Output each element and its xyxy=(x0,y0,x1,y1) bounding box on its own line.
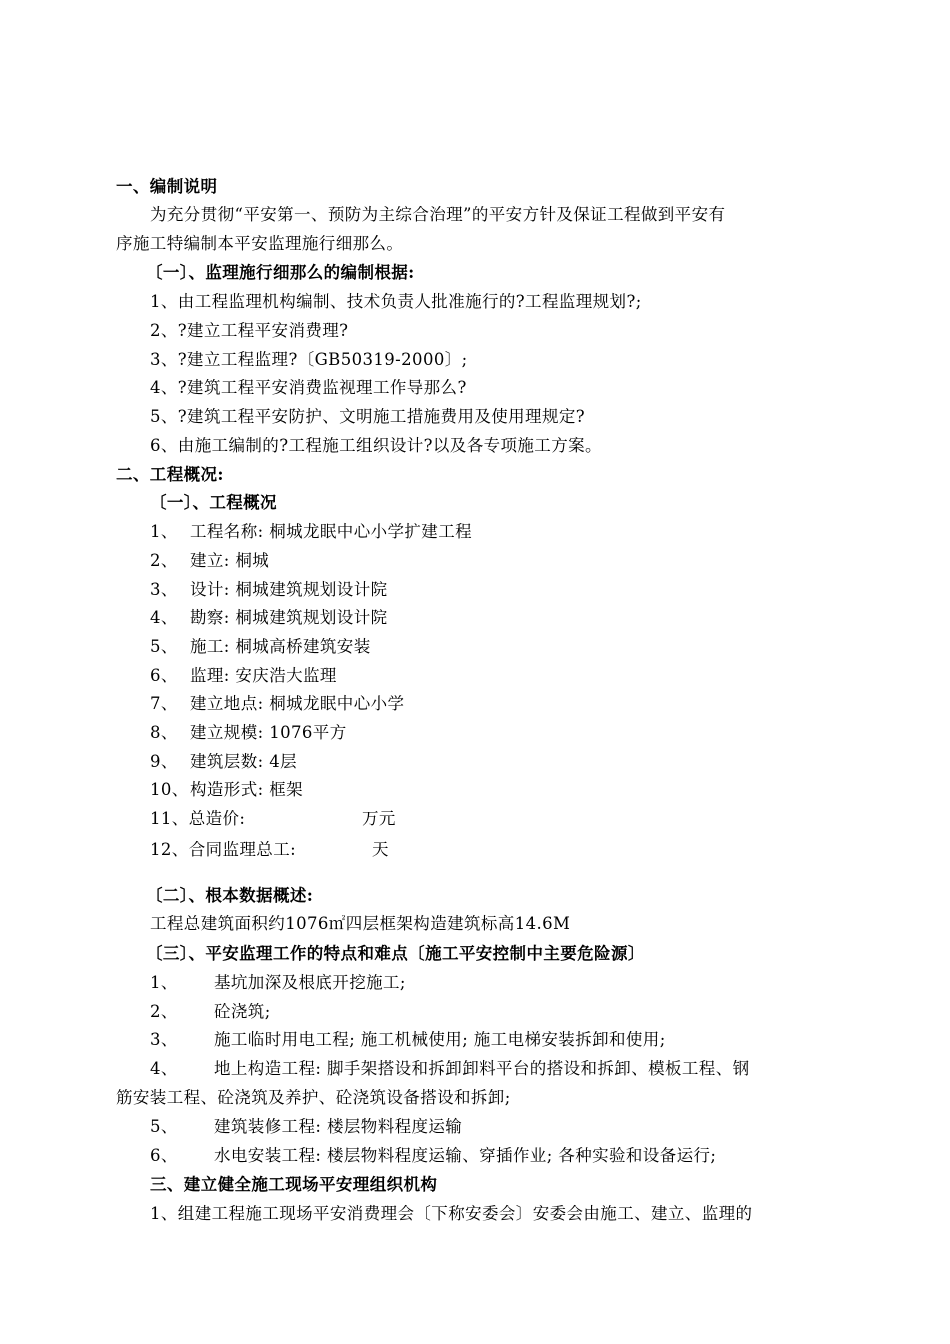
item-text: 工程名称: 桐城龙眠中心小学扩建工程 xyxy=(190,522,473,541)
item-text: 基坑加深及根底开挖施工; xyxy=(214,973,406,992)
item-number: 8、 xyxy=(150,723,178,742)
item-text: 设计: 桐城建筑规划设计院 xyxy=(190,580,388,599)
item-text: 施工: 桐城高桥建筑安装 xyxy=(190,637,371,656)
hazard-item xyxy=(150,1145,716,1167)
item-number: 10、 xyxy=(150,780,189,799)
item-number: 4、 xyxy=(150,1059,178,1078)
overview-item xyxy=(150,636,371,658)
basis-item: 4、?建筑工程平安消费监视理工作导那么? xyxy=(150,378,467,397)
item-number: 3、 xyxy=(150,1030,178,1049)
contract-period-label: 12、合同监理总工: xyxy=(150,840,297,859)
item-text: 建立规模: 1076平方 xyxy=(190,723,347,742)
item-number: 2、 xyxy=(150,551,178,570)
item-text: 建筑装修工程: 楼层物料程度运输 xyxy=(214,1117,463,1136)
section-1-heading: 一、编制说明 xyxy=(116,177,218,196)
section-1-paragraph-line-2: 序施工特编制本平安监理施行细那么。 xyxy=(116,234,404,253)
item-number: 5、 xyxy=(150,637,178,656)
item-text: 建立地点: 桐城龙眠中心小学 xyxy=(190,694,405,713)
hazard-item-continuation: 筋安装工程、砼浇筑及养护、砼浇筑设备搭设和拆卸; xyxy=(116,1088,511,1107)
overview-item xyxy=(150,722,347,744)
total-cost-unit: 万元 xyxy=(362,809,396,828)
item-number: 3、 xyxy=(150,580,178,599)
basis-item: 5、?建筑工程平安防护、文明施工措施费用及使用理规定? xyxy=(150,407,585,426)
item-number: 7、 xyxy=(150,694,178,713)
overview-item xyxy=(150,693,404,715)
overview-item xyxy=(150,607,388,629)
overview-item-contract-period xyxy=(150,839,389,861)
item-text: 地上构造工程: 脚手架搭设和拆卸卸料平台的搭设和拆卸、模板工程、钢 xyxy=(214,1059,750,1078)
item-number: 6、 xyxy=(150,666,178,685)
subsection-overview-heading: 〔一〕、工程概况 xyxy=(150,493,277,512)
item-number: 1、 xyxy=(150,973,178,992)
overview-item-total-cost xyxy=(150,808,396,830)
basic-data-text: 工程总建筑面积约1076㎡四层框架构造建筑标高14.6M xyxy=(150,914,571,933)
hazard-item xyxy=(150,1058,750,1080)
item-text: 水电安装工程: 楼层物料程度运输、穿插作业; 各种实验和设备运行; xyxy=(214,1146,717,1165)
hazard-item xyxy=(150,1029,666,1051)
subsection-basic-data-heading: 〔二〕、根本数据概述: xyxy=(146,886,314,905)
item-text: 建立: 桐城 xyxy=(190,551,270,570)
overview-item xyxy=(150,665,337,687)
overview-item xyxy=(150,579,388,601)
item-number: 1、 xyxy=(150,522,178,541)
overview-item xyxy=(150,550,269,572)
basis-item: 6、由施工编制的?工程施工组织设计?以及各专项施工方案。 xyxy=(150,436,602,455)
basis-item: 3、?建立工程监理?〔GB50319-2000〕; xyxy=(150,350,468,369)
section-3-heading: 三、建立健全施工现场平安理组织机构 xyxy=(150,1175,438,1194)
hazards-heading-part-1: 〔三〕、平安监理工作的特点和难点〔 xyxy=(146,944,426,963)
overview-item xyxy=(150,779,303,801)
section-1-paragraph-line-1: 为充分贯彻“平安第一、预防为主综合治理”的平安方针及保证工程做到平安有 xyxy=(150,205,726,224)
subsection-hazards-heading xyxy=(146,943,645,965)
item-text: 勘察: 桐城建筑规划设计院 xyxy=(190,608,388,627)
item-number: 4、 xyxy=(150,608,178,627)
item-number: 2、 xyxy=(150,1002,178,1021)
item-number: 6、 xyxy=(150,1146,178,1165)
total-cost-label: 11、总造价: xyxy=(150,809,246,828)
subsection-basis-heading: 〔一〕、监理施行细那么的编制根据: xyxy=(146,263,415,282)
section-2-heading: 二、工程概况: xyxy=(116,465,224,484)
item-text: 建筑层数: 4层 xyxy=(190,752,298,771)
item-text: 砼浇筑; xyxy=(214,1002,271,1021)
contract-period-unit: 天 xyxy=(372,840,389,859)
overview-item xyxy=(150,521,472,543)
hazard-item xyxy=(150,972,406,994)
hazard-item xyxy=(150,1116,462,1138)
hazard-item xyxy=(150,1001,271,1023)
basis-item: 1、由工程监理机构编制、技术负责人批准施行的?工程监理规划?; xyxy=(150,292,642,311)
section-3-paragraph: 1、组建工程施工现场平安消费理会〔下称安委会〕安委会由施工、建立、监理的 xyxy=(150,1204,753,1223)
hazards-heading-part-2: 施工平安控制中主要危险源〕 xyxy=(425,944,645,963)
item-number: 5、 xyxy=(150,1117,178,1136)
item-text: 监理: 安庆浩大监理 xyxy=(190,666,337,685)
item-text: 构造形式: 框架 xyxy=(190,780,304,799)
item-text: 施工临时用电工程; 施工机械使用; 施工电梯安装拆卸和使用; xyxy=(214,1030,666,1049)
item-number: 9、 xyxy=(150,752,178,771)
overview-item xyxy=(150,751,297,773)
basis-item: 2、?建立工程平安消费理? xyxy=(150,321,349,340)
